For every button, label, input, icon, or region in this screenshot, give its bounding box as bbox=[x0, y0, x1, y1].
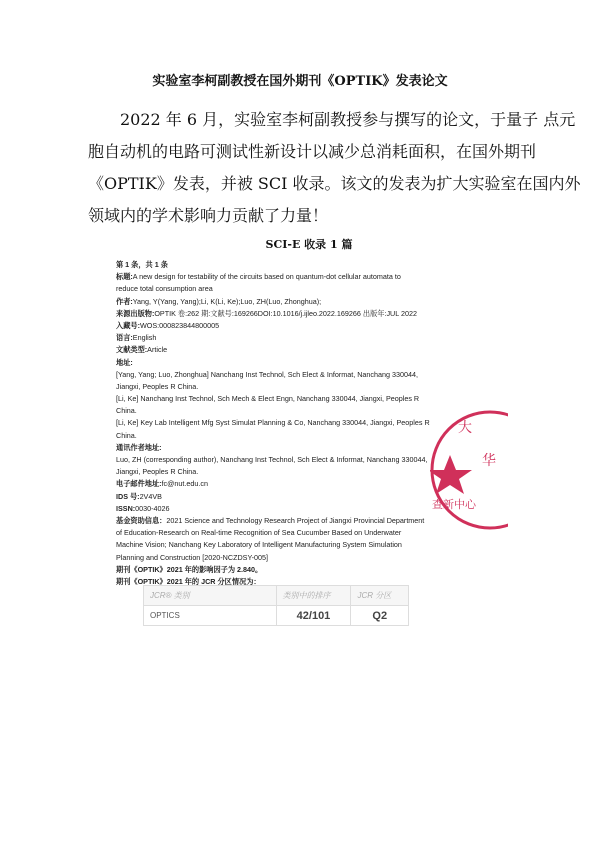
table-row bbox=[144, 606, 409, 626]
svg-text:华: 华 bbox=[482, 453, 496, 469]
field-value: reduce total consumption area bbox=[116, 284, 213, 294]
field-label: 期刊《OPTIK》2021 年的 JCR 分区情况为： bbox=[116, 576, 261, 586]
para-line: 胞自动机的电路可测试性新设计以减少总消耗面积，在国外期刊 bbox=[88, 142, 537, 161]
record-heading: SCI-E 收录 1 篇 bbox=[265, 238, 353, 251]
record-line bbox=[116, 344, 461, 356]
record-line bbox=[116, 564, 461, 576]
field-value: WOS:000823844800005 bbox=[139, 320, 220, 330]
table-cell: OPTICS bbox=[144, 606, 277, 626]
table-cell: Q2 bbox=[351, 606, 409, 626]
table-cell: 42/101 bbox=[276, 606, 351, 626]
field-value: Luo, ZH (corresponding author), Nanchang Inst Technol, Sch Elect & Informat, Nanchang 330044, bbox=[116, 455, 428, 464]
field-label: 地址: bbox=[116, 357, 133, 367]
record-line bbox=[116, 369, 461, 381]
field-value: [Li, Ke] Key Lab Intelligent Mfg Syst Simulat Planning & Co, Nanchang 330044, Jiangxi, Peoples R bbox=[116, 418, 430, 428]
field-value: Machine Vision; Nanchang Key Laboratory of Intelligent Manufacturing System Simulation bbox=[116, 540, 402, 550]
record-line bbox=[116, 478, 461, 490]
record-line bbox=[116, 539, 461, 551]
field-label: 通讯作者地址: bbox=[116, 442, 162, 452]
record-line bbox=[116, 430, 461, 442]
record-line bbox=[116, 515, 461, 527]
field-label: 语言: bbox=[116, 333, 133, 343]
field-value: Yang, Y(Yang, Yang);Li, K(Li, Ke);Luo, ZH(Luo, Zhonghua); bbox=[132, 296, 322, 306]
table-header-row bbox=[144, 586, 409, 606]
field-label: 入藏号: bbox=[116, 320, 140, 330]
record-line bbox=[116, 466, 461, 478]
para-line: 2022 年 6 月，实验室李柯副教授参与撰写的论文，于量子 点元 bbox=[120, 110, 576, 129]
table-header: 类别中的排序 bbox=[276, 586, 351, 606]
field-value: Planning and Construction [2020-NCZDSY-005] bbox=[116, 552, 268, 562]
record-line bbox=[116, 417, 461, 429]
record-line bbox=[116, 552, 461, 564]
field-value: Jiangxi, Peoples R China. bbox=[116, 467, 199, 477]
para-line: 领域内的学术影响力贡献了力量！ bbox=[88, 206, 329, 225]
record-lines bbox=[116, 259, 461, 588]
field-value: [Li, Ke] Nanchang Inst Technol, Sch Mech & Elect Engn, Nanchang 330044, Jiangxi, Peoples R bbox=[116, 394, 420, 404]
svg-text:查新中心: 查新中心 bbox=[432, 498, 476, 511]
field-value: English bbox=[132, 333, 157, 343]
record-line bbox=[116, 283, 461, 295]
record-line bbox=[116, 271, 461, 283]
field-value: 0030-4026 bbox=[135, 503, 170, 513]
record-count: 第 1 条，共 1 条 bbox=[116, 260, 168, 269]
svg-text:大: 大 bbox=[458, 420, 472, 436]
field-label: 期刊《OPTIK》2021 年的影响因子为 2.840。 bbox=[116, 564, 263, 574]
table-header: JCR 分区 bbox=[351, 586, 409, 606]
record-line bbox=[116, 320, 461, 332]
field-label: 文献类型: bbox=[116, 345, 148, 355]
field-value: Jiangxi, Peoples R China. bbox=[116, 381, 199, 391]
record-line bbox=[116, 381, 461, 393]
field-label: ISSN: bbox=[116, 503, 136, 513]
field-value: 2021 Science and Technology Research Project of Jiangxi Provincial Department bbox=[166, 515, 425, 525]
field-label: 标题: bbox=[116, 272, 133, 282]
field-label: 基金资助信息： bbox=[116, 515, 167, 525]
field-value: A new design for testability of the circuits based on quantum-dot cellular automata to bbox=[132, 272, 401, 282]
record-line bbox=[116, 454, 461, 466]
record-line bbox=[116, 296, 461, 308]
record-line bbox=[116, 357, 461, 369]
field-value: OPTIK 卷:262 期:文献号:169266DOI:10.1016/j.ijleo.2022.169266 出版年:JUL 2022 bbox=[154, 308, 417, 318]
page-title: 实验室李柯副教授在国外期刊《OPTIK》发表论文 bbox=[152, 74, 448, 89]
record-line bbox=[116, 332, 461, 344]
field-value: fc@nut.edu.cn bbox=[161, 479, 208, 489]
record-line bbox=[116, 405, 461, 417]
field-value: 2V4VB bbox=[139, 491, 162, 501]
record-line bbox=[116, 442, 461, 454]
para-line: 《OPTIK》发表，并被 SCI 收录。该文的发表为扩大实验室在国内外 bbox=[88, 174, 581, 193]
field-label: 作者: bbox=[116, 296, 133, 306]
field-value: Article bbox=[147, 345, 168, 355]
record-line bbox=[116, 393, 461, 405]
record-line bbox=[116, 491, 461, 503]
field-value: China. bbox=[116, 406, 137, 416]
record-line bbox=[116, 527, 461, 539]
field-value: of Education-Research on Real-time Recognition of Sea Cucumber Based on Underwater bbox=[116, 528, 402, 538]
field-value: [Yang, Yang; Luo, Zhonghua] Nanchang Inst Technol, Sch Elect & Informat, Nanchang 330044, bbox=[116, 369, 418, 379]
field-label: 电子邮件地址: bbox=[116, 479, 162, 489]
record-line bbox=[116, 503, 461, 515]
table-header: JCR® 类别 bbox=[144, 586, 277, 606]
field-value: China. bbox=[116, 430, 137, 440]
field-label: 来源出版物: bbox=[116, 308, 155, 318]
jcr-table bbox=[143, 585, 409, 626]
field-label: IDS 号: bbox=[116, 491, 140, 501]
body-paragraph bbox=[88, 104, 581, 232]
record-line bbox=[116, 308, 461, 320]
